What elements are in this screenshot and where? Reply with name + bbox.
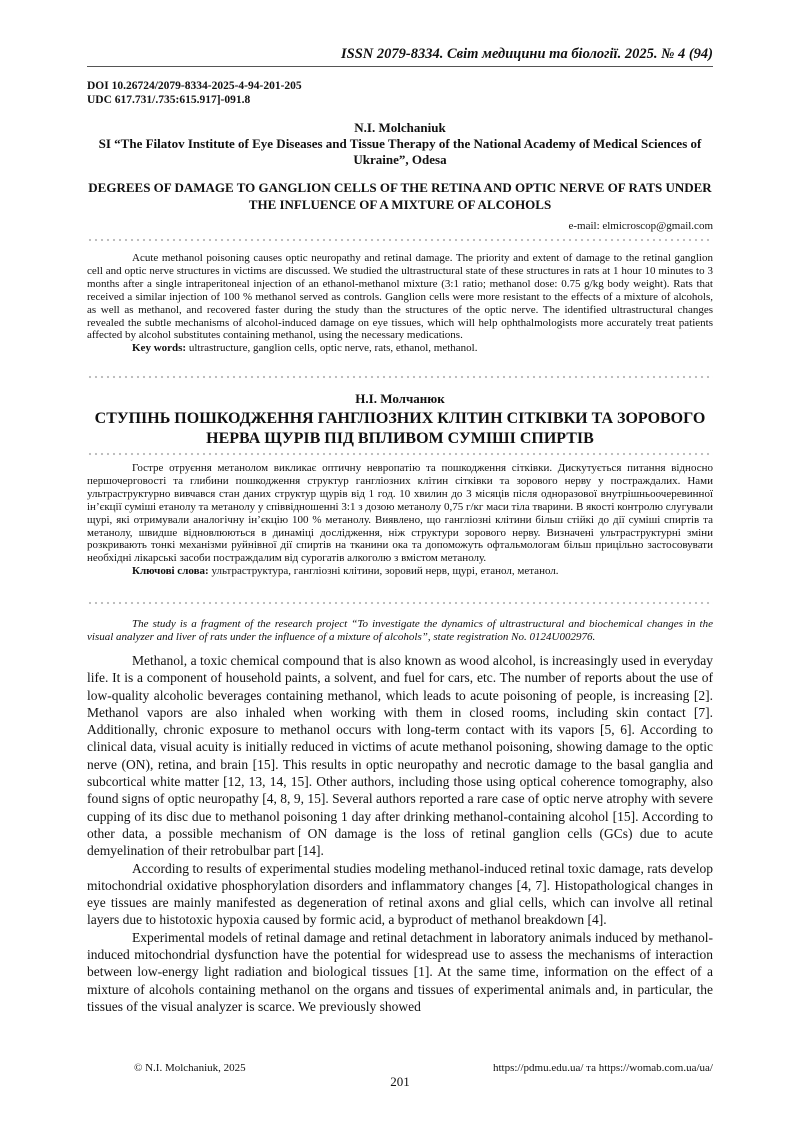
dotted-divider [87,238,713,242]
page-number: 201 [390,1074,410,1089]
author-name-en: N.I. Molchaniuk [354,120,446,135]
journal-header: ISSN 2079-8334. Світ медицини та біології. 2025. № 4 (94) [341,46,713,62]
dotted-divider [87,375,713,379]
body-paragraph: Experimental models of retinal damage and retinal detachment in laboratory animals induced by methanol-induced mitochondrial dysfunction have the potential for widespread use to assess the mechanisms of interaction between low-energy light radiation and biological tissues [1]. At the same time, information on the effect of a mixture of alcohols containing methanol on the organs and tissues of experimental animals and, in particular, the tissues of the visual analyzer is scarce. We previously showed [87,929,713,1014]
keywords-en-text: ultrastructure, ganglion cells, optic nerve, rats, ethanol, methanol. [186,342,478,355]
abstract-en [87,252,713,355]
body-paragraph: Methanol, a toxic chemical compound that is also known as wood alcohol, is increasingly used in everyday life. It is a component of household paints, a solvent, and fuel for cars, etc. The number of reports about the use of low-quality alcoholic beverages containing methanol, which leads to acute poisoning of people, is increasing [2]. Methanol vapors are also inhaled when working with them in closed rooms, including skin contact [7]. Additionally, chronic exposure to methanol occurs with long-term contact with its vapors [5, 6]. According to clinical data, visual acuity is initially reduced in victims of acute methanol poisoning, showing damage to the optic nerve (ON), retina, and brain [15]. This results in optic neuropathy and necrotic damage to the basal ganglia and subcortical white matter [12, 13, 14, 15]. Other authors, including those using optical coherence tomography, also found signs of optic neuropathy [4, 8, 9, 15]. Several authors reported a rare case of optic nerve atrophy with severe cupping of its disc due to methanol poisoning 1 day after drinking methanol-containing alcohol [15]. According to other data, a possible mechanism of ON damage is the loss of retinal ganglion cells (GCs) due to acute demyelination of their retrobulbar part [14]. [87,653,713,859]
article-body [87,652,713,1015]
article-title-ua: СТУПІНЬ ПОШКОДЖЕННЯ ГАНГЛІОЗНИХ КЛІТИН СІТКІВКИ ТА ЗОРОВОГО НЕРВА ЩУРІВ ПІД ВПЛИВОМ СУМІШІ СПИРТІВ [94,410,706,447]
article-identifiers [87,79,302,107]
dotted-divider [87,452,713,456]
institution: SI “The Filatov Institute of Eye Diseases and Tissue Therapy of the National Academy of Medical Sciences of Ukraine”, Odesa [98,136,702,167]
body-paragraph: According to results of experimental studies modeling methanol-induced retinal toxic damage, rats develop mitochondrial oxidative phosphorylation disorders and inflammatory changes [4, 7]. Histopathological changes in eye tissues are mainly manifested as degeneration of retinal axons and glial cells, which can involve all retinal layers due to histotoxic hypoxia caused by formic acid, a byproduct of methanol breakdown [4]. [87,860,713,928]
abstract-ua [87,462,713,578]
keywords-ua [87,565,713,578]
header-rule [87,66,713,67]
dotted-divider [87,601,713,605]
footer-urls[interactable]: https://pdmu.edu.ua/ та https://womab.com.ua/ua/ [492,1062,713,1074]
abstract-ua-text: Гостре отруєння метанолом викликає оптичну невропатію та пошкодження сітківки. Дискутується питання відносно першочерговості та глибини пошкодження структур гангліозних клітин сітківки та зорового нерву у постраждалих. Нами ультраструктурно вивчався стан даних структур щурів від 1 год. 10 хвилин до 3 місяців після одноразової внутрішньоочеревинної ін’єкції суміші етанолу та метанолу у співвідношенні 3:1 з дозою метанолу 0,75 г/кг маси тіла тварини. В якості контролю слугували щурі, які отримували аналогічну ін’єкцію 100 % метанолу. Виявлено, що гангліозні клітини більш стійкі до дії суміші спиртів та метанолу, швидше відновлюються в динаміці дослідження, ніж структури зорового нерву. Визначені ультраструктурні зміни розкривають тонкі механізми руйнівної дії спиртів на тканини ока та допоможуть офтальмологам більш прицільно застосовувати необхідні лікарські засоби постраждалим від сурогатів алкоголю з вмістом метанолу. [87,462,713,565]
keywords-en [87,342,713,355]
article-title-en: DEGREES OF DAMAGE TO GANGLION CELLS OF THE RETINA AND OPTIC NERVE OF RATS UNDER THE INFLUENCE OF A MIXTURE OF ALCOHOLS [88,180,712,212]
copyright: © N.I. Molchaniuk, 2025 [134,1062,246,1074]
keywords-ua-label: Ключові слова: [132,565,209,578]
email[interactable]: e-mail: elmicroscop@gmail.com [568,220,713,232]
project-note: The study is a fragment of the research project “To investigate the dynamics of ultrastructural and biochemical changes in the visual analyzer and liver of rats under the influence of a mixture of alcohols”, state registration No. 0124U002976. [87,618,713,643]
keywords-ua-text: ультраструктура, гангліозні клітини, зоровий нерв, щурі, етанол, метанол. [208,565,559,578]
doi[interactable]: DOI 10.26724/2079-8334-2025-4-94-201-205 [87,80,302,92]
abstract-en-text: Acute methanol poisoning causes optic neuropathy and retinal damage. The priority and extent of damage to the retinal ganglion cell and optic nerve structures in victims are discussed. We studied the ultrastructural state of these structures in rats at 1 hour 10 minutes to 3 months after a single intraperitoneal injection of an ethanol-methanol mixture (3:1 ratio; methanol dose: 0.75 g/kg body weight). Rats that received a similar injection of 100 % methanol served as controls. Ganglion cells were more resistant to the effects of a mixture of alcohols, as well as methanol, and recovered faster during the study than the structures of the optic nerve. The identified ultrastructural changes revealed the subtle mechanisms of alcohol-induced damage on eye tissues, which will help ophthalmologists more accurately treat patients affected by alcohol substitutes containing methanol, using the necessary medications. [87,252,713,342]
udc: UDC 617.731/.735:615.917]-091.8 [87,94,251,106]
author-name-ua: Н.І. Молчанюк [355,391,445,406]
keywords-en-label: Key words: [132,342,187,355]
